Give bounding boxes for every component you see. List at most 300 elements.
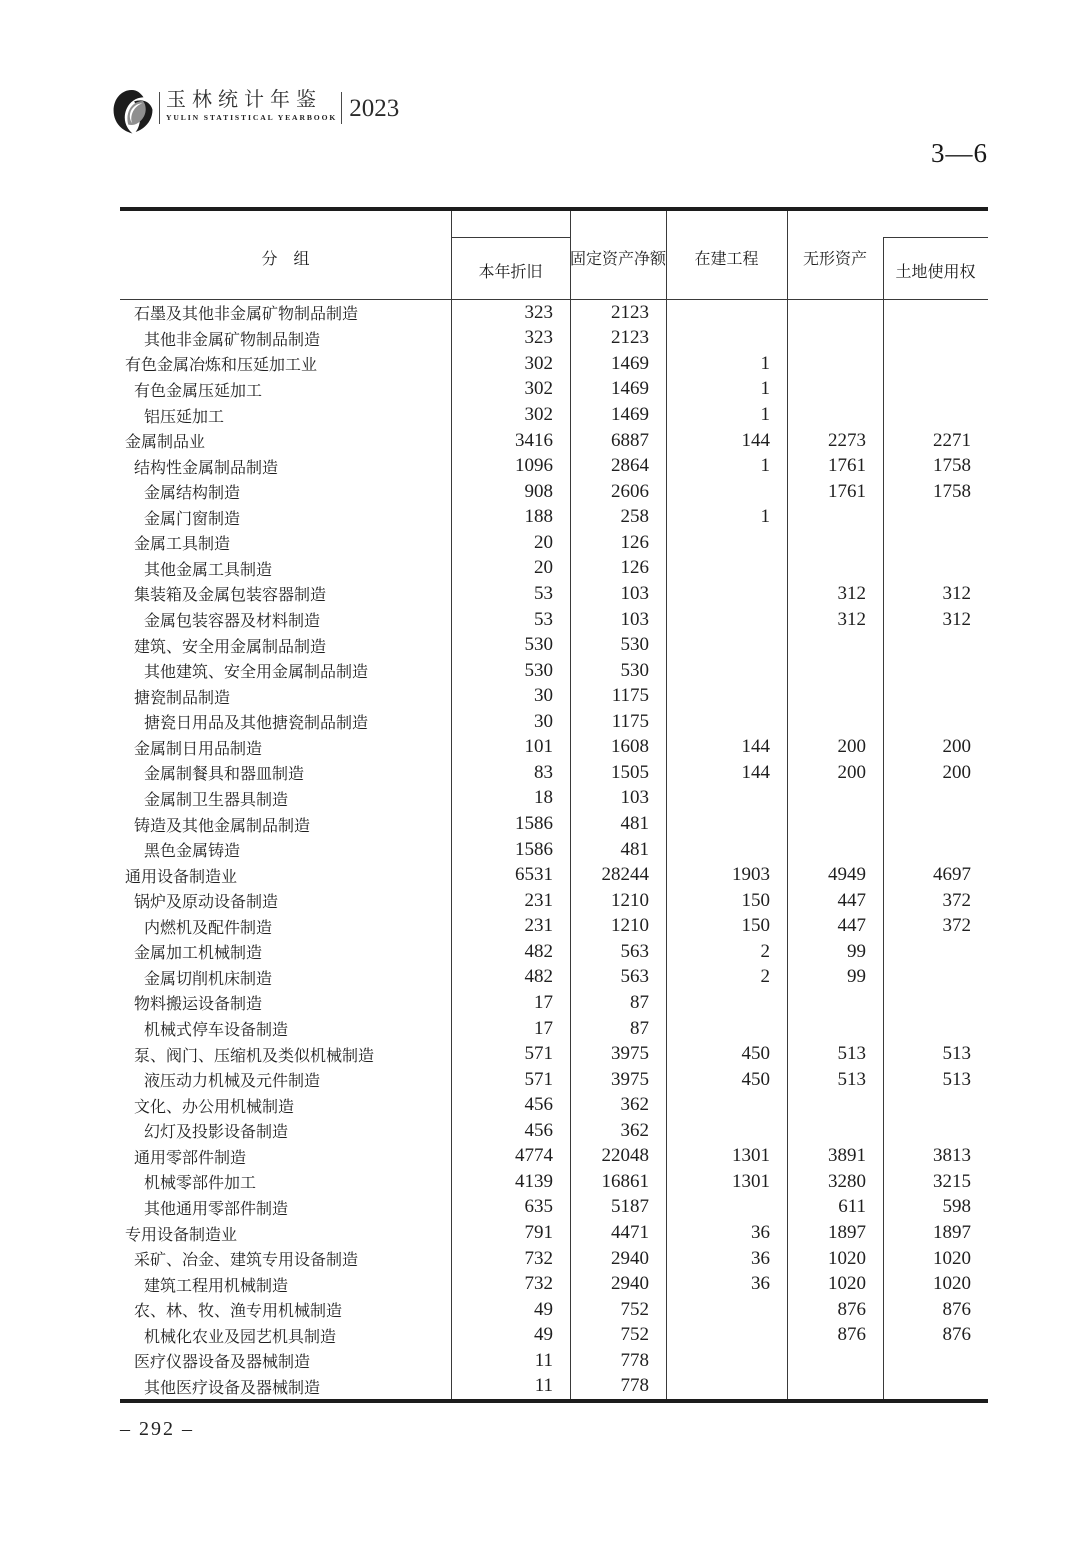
table-row bbox=[120, 658, 988, 684]
cell-value: 3813 bbox=[933, 1145, 971, 1167]
cell-value: 372 bbox=[942, 915, 971, 937]
cell-value bbox=[787, 351, 883, 377]
cell-value: 362 bbox=[620, 1094, 649, 1116]
cell-value bbox=[787, 632, 883, 658]
cell-value bbox=[666, 1374, 787, 1400]
row-label: 泵、阀门、压缩机及类似机械制造 bbox=[134, 1047, 375, 1065]
cell-value: 231 bbox=[524, 915, 553, 937]
cell-value: 188 bbox=[524, 506, 553, 528]
table-row bbox=[120, 1246, 988, 1272]
cell-value bbox=[883, 1374, 988, 1400]
row-label: 其他建筑、安全用金属制品制造 bbox=[144, 664, 369, 682]
row-label: 液压动力机械及元件制造 bbox=[144, 1073, 321, 1091]
page-number: – 292 – bbox=[120, 1418, 194, 1440]
row-label: 集装箱及金属包装容器制造 bbox=[134, 587, 327, 605]
cell-value: 876 bbox=[837, 1324, 866, 1346]
cell-value bbox=[666, 709, 787, 735]
cell-value: 11 bbox=[534, 1375, 553, 1397]
cell-value bbox=[666, 479, 787, 505]
cell-value bbox=[787, 556, 883, 582]
row-label: 金属切削机床制造 bbox=[144, 970, 273, 988]
table-row bbox=[120, 300, 988, 326]
column-header-depreciation: 本年折旧 bbox=[478, 264, 543, 281]
row-label: 金属制日用品制造 bbox=[134, 740, 263, 758]
cell-value: 1096 bbox=[515, 455, 553, 477]
table-row bbox=[120, 1220, 988, 1246]
cell-value bbox=[666, 1195, 787, 1221]
row-label: 铝压延加工 bbox=[144, 408, 225, 426]
cell-value: 2123 bbox=[611, 301, 649, 323]
table-row bbox=[120, 402, 988, 428]
row-label: 文化、办公用机械制造 bbox=[134, 1098, 295, 1116]
row-label: 有色金属冶炼和压延加工业 bbox=[125, 357, 318, 375]
statistics-table bbox=[120, 207, 988, 1403]
cell-value bbox=[666, 556, 787, 582]
cell-value: 482 bbox=[524, 966, 553, 988]
cell-value: 258 bbox=[620, 506, 649, 528]
cell-value: 1469 bbox=[611, 404, 649, 426]
cell-value bbox=[883, 351, 988, 377]
cell-value bbox=[883, 530, 988, 556]
cell-value bbox=[666, 1118, 787, 1144]
row-label: 金属制卫生器具制造 bbox=[144, 791, 289, 809]
cell-value: 778 bbox=[620, 1349, 649, 1371]
cell-value: 4774 bbox=[515, 1145, 553, 1167]
cell-value: 1020 bbox=[933, 1247, 971, 1269]
yearbook-title-en: YULIN STATISTICAL YEARBOOK bbox=[166, 113, 338, 122]
row-label: 金属工具制造 bbox=[134, 536, 231, 554]
cell-value: 53 bbox=[534, 582, 553, 604]
cell-value: 20 bbox=[534, 557, 553, 579]
cell-value: 30 bbox=[534, 710, 553, 732]
cell-value bbox=[883, 811, 988, 837]
cell-value: 598 bbox=[942, 1196, 971, 1218]
yearbook-logo-icon bbox=[112, 88, 154, 136]
table-row bbox=[120, 453, 988, 479]
cell-value bbox=[666, 1092, 787, 1118]
cell-value: 752 bbox=[620, 1298, 649, 1320]
cell-value bbox=[883, 300, 988, 326]
cell-value bbox=[666, 1297, 787, 1323]
cell-value bbox=[666, 658, 787, 684]
row-label: 金属结构制造 bbox=[144, 485, 241, 503]
cell-value: 16861 bbox=[601, 1170, 649, 1192]
row-label: 其他医疗设备及器械制造 bbox=[144, 1379, 321, 1397]
cell-value bbox=[787, 709, 883, 735]
table-row bbox=[120, 1297, 988, 1323]
row-label: 专用设备制造业 bbox=[125, 1226, 238, 1244]
cell-value bbox=[787, 326, 883, 352]
cell-value: 53 bbox=[534, 608, 553, 630]
table-row bbox=[120, 505, 988, 531]
cell-value bbox=[787, 1016, 883, 1042]
cell-value: 563 bbox=[620, 966, 649, 988]
cell-value: 4697 bbox=[933, 864, 971, 886]
table-row bbox=[120, 1374, 988, 1400]
cell-value bbox=[883, 786, 988, 812]
cell-value: 1903 bbox=[732, 864, 770, 886]
row-label: 结构性金属制品制造 bbox=[134, 459, 279, 477]
cell-value: 447 bbox=[837, 915, 866, 937]
cell-value bbox=[787, 1348, 883, 1374]
cell-value: 1761 bbox=[828, 455, 866, 477]
cell-value: 200 bbox=[942, 761, 971, 783]
cell-value bbox=[787, 811, 883, 837]
cell-value: 312 bbox=[942, 582, 971, 604]
cell-value bbox=[787, 300, 883, 326]
table-row bbox=[120, 862, 988, 888]
yearbook-title-cn: 玉林统计年鉴 bbox=[166, 89, 322, 111]
masthead-divider bbox=[341, 92, 342, 124]
cell-value bbox=[787, 1092, 883, 1118]
cell-value bbox=[666, 1323, 787, 1349]
cell-value: 530 bbox=[524, 659, 553, 681]
cell-value: 87 bbox=[630, 991, 649, 1013]
table-row bbox=[120, 990, 988, 1016]
cell-value: 30 bbox=[534, 685, 553, 707]
cell-value: 447 bbox=[837, 889, 866, 911]
cell-value: 450 bbox=[741, 1043, 770, 1065]
table-row bbox=[120, 939, 988, 965]
cell-value bbox=[883, 377, 988, 403]
cell-value bbox=[883, 632, 988, 658]
row-label: 建筑、安全用金属制品制造 bbox=[134, 638, 327, 656]
cell-value bbox=[883, 837, 988, 863]
table-row bbox=[120, 888, 988, 914]
cell-value: 1608 bbox=[611, 736, 649, 758]
cell-value bbox=[883, 1092, 988, 1118]
cell-value: 1 bbox=[760, 352, 770, 374]
cell-value: 1301 bbox=[732, 1170, 770, 1192]
table-row bbox=[120, 479, 988, 505]
cell-value: 1758 bbox=[933, 480, 971, 502]
cell-value: 1210 bbox=[611, 915, 649, 937]
row-label: 金属门窗制造 bbox=[144, 510, 241, 528]
row-label: 黑色金属铸造 bbox=[144, 843, 241, 861]
row-label: 金属制餐具和器皿制造 bbox=[144, 766, 305, 784]
cell-value: 611 bbox=[838, 1196, 866, 1218]
cell-value bbox=[787, 402, 883, 428]
cell-value: 372 bbox=[942, 889, 971, 911]
row-label: 内燃机及配件制造 bbox=[144, 919, 273, 937]
cell-value: 103 bbox=[620, 608, 649, 630]
cell-value: 876 bbox=[837, 1298, 866, 1320]
cell-value: 5187 bbox=[611, 1196, 649, 1218]
row-label: 金属包装容器及材料制造 bbox=[144, 613, 321, 631]
table-row bbox=[120, 428, 988, 454]
row-label: 其他金属工具制造 bbox=[144, 561, 273, 579]
cell-value bbox=[666, 300, 787, 326]
cell-value bbox=[666, 607, 787, 633]
cell-value: 83 bbox=[534, 761, 553, 783]
cell-value: 87 bbox=[630, 1017, 649, 1039]
cell-value bbox=[787, 786, 883, 812]
cell-value: 752 bbox=[620, 1324, 649, 1346]
cell-value bbox=[883, 1016, 988, 1042]
table-row bbox=[120, 683, 988, 709]
cell-value: 530 bbox=[524, 634, 553, 656]
table-row bbox=[120, 786, 988, 812]
cell-value: 144 bbox=[741, 429, 770, 451]
row-label: 通用零部件制造 bbox=[134, 1149, 247, 1167]
cell-value: 22048 bbox=[601, 1145, 649, 1167]
cell-value bbox=[883, 965, 988, 991]
table-row bbox=[120, 377, 988, 403]
cell-value: 126 bbox=[620, 531, 649, 553]
cell-value: 36 bbox=[751, 1247, 770, 1269]
cell-value: 101 bbox=[524, 736, 553, 758]
row-label: 搪瓷制品制造 bbox=[134, 689, 231, 707]
cell-value: 150 bbox=[741, 889, 770, 911]
cell-value: 144 bbox=[741, 736, 770, 758]
cell-value: 4949 bbox=[828, 864, 866, 886]
row-label: 铸造及其他金属制品制造 bbox=[134, 817, 311, 835]
cell-value bbox=[666, 683, 787, 709]
cell-value: 312 bbox=[942, 608, 971, 630]
cell-value: 456 bbox=[524, 1119, 553, 1141]
cell-value bbox=[666, 786, 787, 812]
row-label: 金属制品业 bbox=[125, 434, 206, 452]
cell-value: 2123 bbox=[611, 327, 649, 349]
table-row bbox=[120, 1195, 988, 1221]
column-header-land-use: 土地使用权 bbox=[895, 264, 976, 281]
cell-value bbox=[883, 556, 988, 582]
cell-value bbox=[883, 326, 988, 352]
cell-value: 20 bbox=[534, 531, 553, 553]
cell-value: 1020 bbox=[933, 1273, 971, 1295]
row-label: 农、林、牧、渔专用机械制造 bbox=[134, 1303, 343, 1321]
cell-value bbox=[666, 1348, 787, 1374]
row-label: 采矿、冶金、建筑专用设备制造 bbox=[134, 1252, 359, 1270]
row-label: 其他通用零部件制造 bbox=[144, 1200, 289, 1218]
table-header bbox=[120, 207, 988, 300]
column-header-group: 分 组 bbox=[261, 251, 310, 268]
cell-value bbox=[666, 632, 787, 658]
cell-value: 200 bbox=[942, 736, 971, 758]
cell-value: 36 bbox=[751, 1273, 770, 1295]
cell-value: 530 bbox=[620, 659, 649, 681]
column-header-construction: 在建工程 bbox=[694, 251, 759, 268]
cell-value: 530 bbox=[620, 634, 649, 656]
cell-value: 3215 bbox=[933, 1170, 971, 1192]
cell-value: 3416 bbox=[515, 429, 553, 451]
row-label: 机械式停车设备制造 bbox=[144, 1022, 289, 1040]
cell-value bbox=[666, 990, 787, 1016]
cell-value: 1761 bbox=[828, 480, 866, 502]
table-row bbox=[120, 530, 988, 556]
cell-value: 513 bbox=[837, 1068, 866, 1090]
table-row bbox=[120, 1067, 988, 1093]
cell-value: 635 bbox=[524, 1196, 553, 1218]
cell-value: 1175 bbox=[611, 710, 649, 732]
cell-value: 450 bbox=[741, 1068, 770, 1090]
cell-value: 2940 bbox=[611, 1273, 649, 1295]
table-code: 3—6 bbox=[931, 138, 988, 168]
table-row bbox=[120, 1169, 988, 1195]
cell-value: 28244 bbox=[601, 864, 649, 886]
cell-value: 732 bbox=[524, 1247, 553, 1269]
cell-value bbox=[787, 530, 883, 556]
cell-value bbox=[666, 326, 787, 352]
table-row bbox=[120, 607, 988, 633]
cell-value: 1 bbox=[760, 506, 770, 528]
cell-value: 11 bbox=[534, 1349, 553, 1371]
cell-value: 482 bbox=[524, 940, 553, 962]
row-label: 幻灯及投影设备制造 bbox=[144, 1124, 289, 1142]
cell-value: 200 bbox=[837, 761, 866, 783]
cell-value: 1897 bbox=[933, 1222, 971, 1244]
cell-value: 103 bbox=[620, 787, 649, 809]
table-row bbox=[120, 811, 988, 837]
table-row bbox=[120, 1144, 988, 1170]
cell-value: 302 bbox=[524, 352, 553, 374]
cell-value: 3280 bbox=[828, 1170, 866, 1192]
cell-value bbox=[883, 1348, 988, 1374]
table-row bbox=[120, 556, 988, 582]
table-row bbox=[120, 1348, 988, 1374]
cell-value: 481 bbox=[620, 813, 649, 835]
cell-value: 17 bbox=[534, 991, 553, 1013]
cell-value bbox=[666, 530, 787, 556]
cell-value: 1586 bbox=[515, 838, 553, 860]
row-label: 锅炉及原动设备制造 bbox=[134, 894, 279, 912]
cell-value: 3891 bbox=[828, 1145, 866, 1167]
table-row bbox=[120, 581, 988, 607]
cell-value bbox=[787, 837, 883, 863]
cell-value bbox=[883, 1118, 988, 1144]
table-row bbox=[120, 914, 988, 940]
cell-value bbox=[883, 683, 988, 709]
cell-value: 231 bbox=[524, 889, 553, 911]
cell-value: 1 bbox=[760, 378, 770, 400]
cell-value: 2864 bbox=[611, 455, 649, 477]
cell-value: 1210 bbox=[611, 889, 649, 911]
cell-value: 1175 bbox=[611, 685, 649, 707]
table-row bbox=[120, 1118, 988, 1144]
cell-value: 3975 bbox=[611, 1043, 649, 1065]
cell-value: 126 bbox=[620, 557, 649, 579]
cell-value: 1469 bbox=[611, 352, 649, 374]
cell-value bbox=[787, 1118, 883, 1144]
cell-value: 312 bbox=[837, 582, 866, 604]
cell-value: 1020 bbox=[828, 1273, 866, 1295]
table-row bbox=[120, 1092, 988, 1118]
cell-value: 791 bbox=[524, 1222, 553, 1244]
cell-value: 571 bbox=[524, 1043, 553, 1065]
row-label: 医疗仪器设备及器械制造 bbox=[134, 1354, 311, 1372]
cell-value bbox=[883, 505, 988, 531]
table-row bbox=[120, 1323, 988, 1349]
cell-value: 302 bbox=[524, 378, 553, 400]
cell-value: 103 bbox=[620, 582, 649, 604]
cell-value: 49 bbox=[534, 1324, 553, 1346]
cell-value: 6887 bbox=[611, 429, 649, 451]
table-row bbox=[120, 326, 988, 352]
cell-value: 3975 bbox=[611, 1068, 649, 1090]
row-label: 通用设备制造业 bbox=[125, 868, 238, 886]
cell-value: 99 bbox=[847, 966, 866, 988]
cell-value: 2606 bbox=[611, 480, 649, 502]
cell-value: 144 bbox=[741, 761, 770, 783]
cell-value: 6531 bbox=[515, 864, 553, 886]
cell-value: 150 bbox=[741, 915, 770, 937]
cell-value bbox=[666, 811, 787, 837]
cell-value: 36 bbox=[751, 1222, 770, 1244]
cell-value bbox=[883, 402, 988, 428]
cell-value: 4471 bbox=[611, 1222, 649, 1244]
row-label: 机械化农业及园艺机具制造 bbox=[144, 1328, 337, 1346]
cell-value bbox=[883, 939, 988, 965]
cell-value: 49 bbox=[534, 1298, 553, 1320]
masthead-divider bbox=[159, 92, 160, 124]
cell-value bbox=[787, 1374, 883, 1400]
yearbook-year: 2023 bbox=[349, 95, 400, 122]
cell-value bbox=[787, 683, 883, 709]
cell-value: 99 bbox=[847, 940, 866, 962]
table-row bbox=[120, 1271, 988, 1297]
row-label: 搪瓷日用品及其他搪瓷制品制造 bbox=[144, 715, 369, 733]
cell-value: 1020 bbox=[828, 1247, 866, 1269]
cell-value: 2 bbox=[760, 966, 770, 988]
cell-value: 1586 bbox=[515, 813, 553, 835]
cell-value: 1469 bbox=[611, 378, 649, 400]
cell-value: 481 bbox=[620, 838, 649, 860]
cell-value: 876 bbox=[942, 1298, 971, 1320]
cell-value: 778 bbox=[620, 1375, 649, 1397]
cell-value: 17 bbox=[534, 1017, 553, 1039]
masthead bbox=[112, 82, 399, 138]
table-row bbox=[120, 1016, 988, 1042]
cell-value: 732 bbox=[524, 1273, 553, 1295]
table-row bbox=[120, 760, 988, 786]
cell-value: 4139 bbox=[515, 1170, 553, 1192]
cell-value: 513 bbox=[942, 1068, 971, 1090]
cell-value: 2271 bbox=[933, 429, 971, 451]
cell-value: 200 bbox=[837, 736, 866, 758]
cell-value: 323 bbox=[524, 301, 553, 323]
row-label: 石墨及其他非金属矿物制品制造 bbox=[134, 306, 359, 324]
table-row bbox=[120, 735, 988, 761]
cell-value bbox=[787, 658, 883, 684]
cell-value: 302 bbox=[524, 404, 553, 426]
table-row bbox=[120, 709, 988, 735]
row-label: 机械零部件加工 bbox=[144, 1175, 257, 1193]
row-label: 其他非金属矿物制品制造 bbox=[144, 331, 321, 349]
table-row bbox=[120, 965, 988, 991]
row-label: 金属加工机械制造 bbox=[134, 945, 263, 963]
cell-value: 1301 bbox=[732, 1145, 770, 1167]
column-header-intangible: 无形资产 bbox=[802, 251, 867, 268]
cell-value bbox=[883, 658, 988, 684]
cell-value: 563 bbox=[620, 940, 649, 962]
cell-value: 1897 bbox=[828, 1222, 866, 1244]
cell-value bbox=[883, 709, 988, 735]
cell-value: 18 bbox=[534, 787, 553, 809]
cell-value: 323 bbox=[524, 327, 553, 349]
cell-value bbox=[666, 581, 787, 607]
table-row bbox=[120, 632, 988, 658]
cell-value bbox=[787, 377, 883, 403]
cell-value bbox=[666, 837, 787, 863]
row-label: 物料搬运设备制造 bbox=[134, 996, 263, 1014]
cell-value: 908 bbox=[524, 480, 553, 502]
cell-value bbox=[666, 1016, 787, 1042]
cell-value: 513 bbox=[942, 1043, 971, 1065]
cell-value bbox=[883, 990, 988, 1016]
cell-value: 2 bbox=[760, 940, 770, 962]
column-header-net-fixed-assets: 固定资产净额 bbox=[570, 251, 667, 268]
cell-value: 312 bbox=[837, 608, 866, 630]
